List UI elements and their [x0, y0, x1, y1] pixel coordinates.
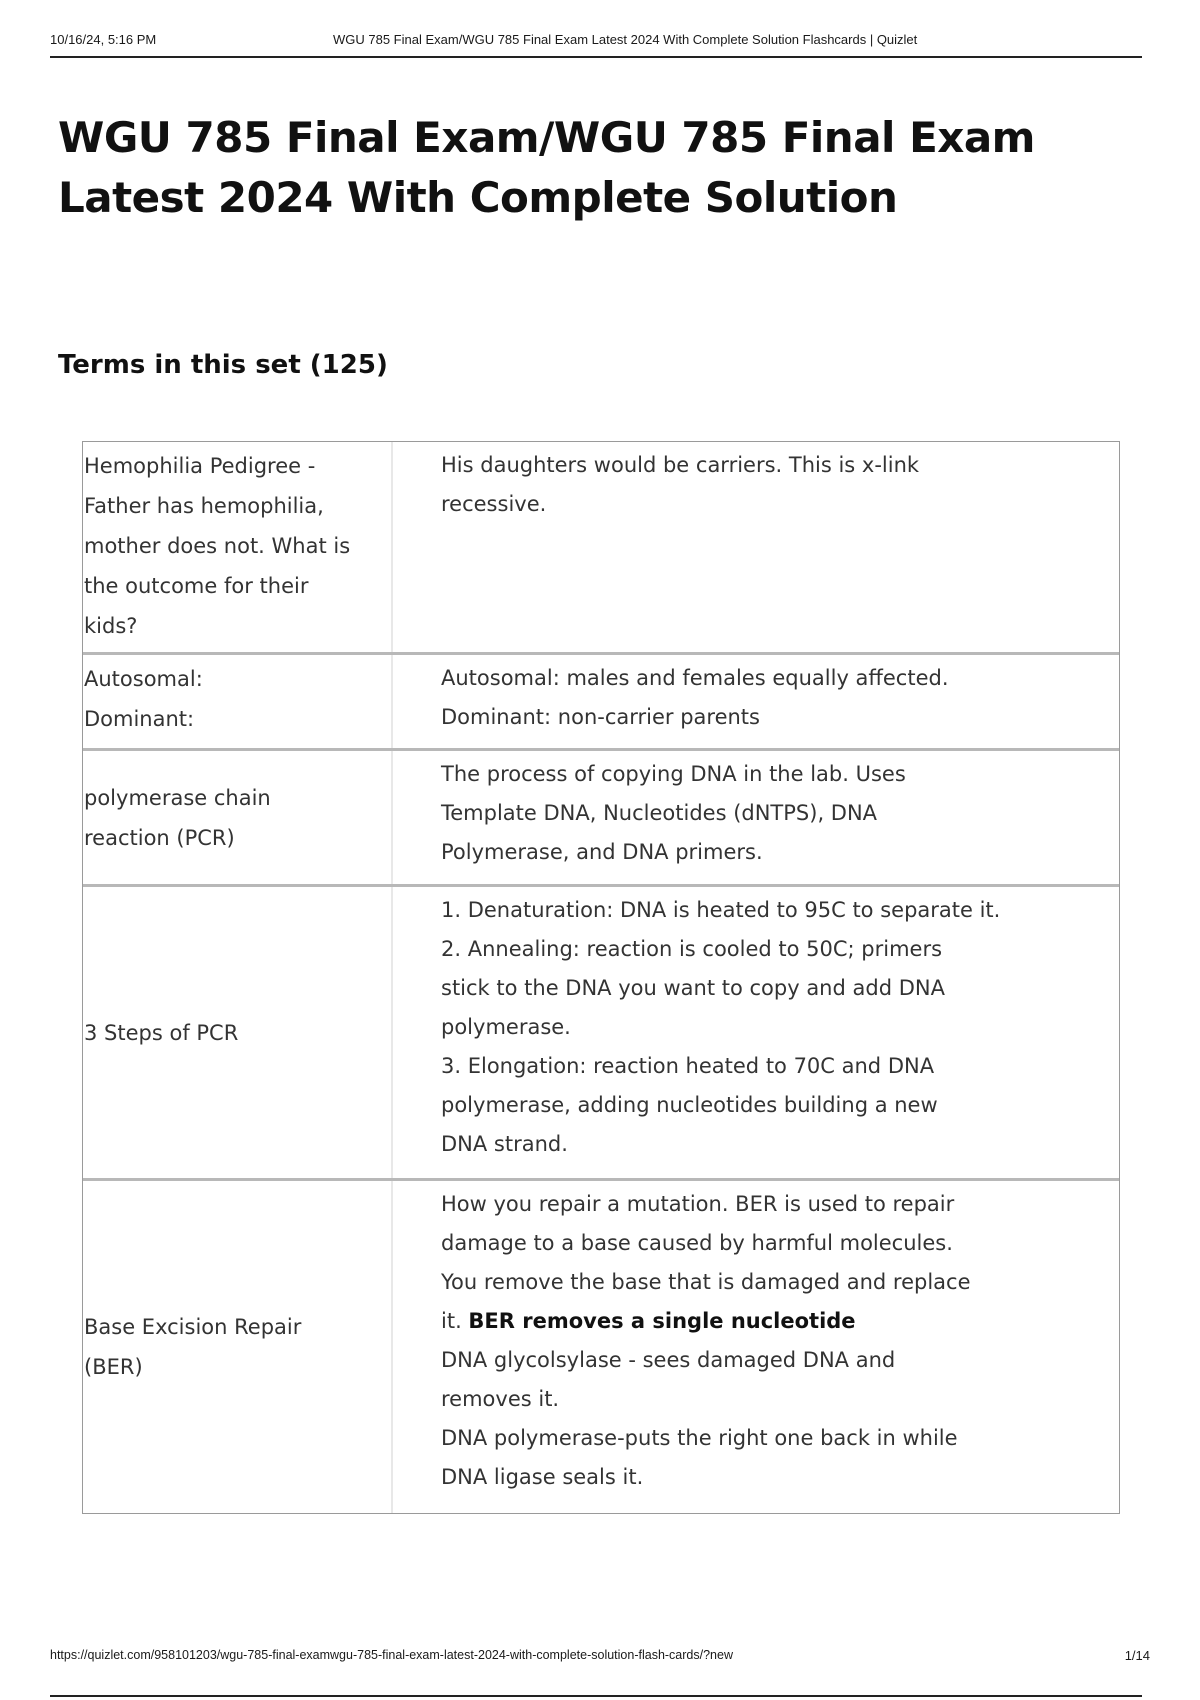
- footer-url: https://quizlet.com/958101203/wgu-785-final-examwgu-785-final-exam-latest-2024-with-complete-solution-flash-cards/?new: [50, 1648, 733, 1662]
- flashcard-row: [83, 887, 1119, 1181]
- definition-line: polymerase.: [441, 1015, 571, 1039]
- terms-table: [82, 441, 1120, 1514]
- term-cell: [83, 751, 393, 884]
- term-line: Autosomal:: [84, 667, 203, 691]
- term-line: polymerase chain: [84, 785, 271, 810]
- term-cell: [83, 442, 393, 652]
- definition-line: 3. Elongation: reaction heated to 70C and DNA: [441, 1054, 935, 1078]
- flashcard-row: [83, 442, 1119, 655]
- term-cell: [83, 655, 393, 748]
- definition-cell: [393, 887, 1119, 1178]
- definition-line: stick to the DNA you want to copy and add DNA: [441, 976, 945, 1000]
- definition-cell: [393, 655, 1119, 748]
- term-line: Hemophilia Pedigree -: [84, 454, 316, 478]
- definition-line: removes it.: [441, 1387, 560, 1411]
- definition-cell: [393, 751, 1119, 884]
- print-footer: [50, 1648, 1150, 1668]
- definition-bold-text: BER removes a single nucleotide: [468, 1309, 856, 1333]
- definition-line: polymerase, adding nucleotides building a new: [441, 1093, 938, 1117]
- term-line: Base Excision Repair: [84, 1315, 302, 1339]
- definition-line: How you repair a mutation. BER is used to repair: [441, 1192, 955, 1216]
- term-line: (BER): [84, 1355, 143, 1379]
- print-datetime: 10/16/24, 5:16 PM: [50, 32, 157, 47]
- footer-rule: [50, 1695, 1142, 1697]
- term-line: 3 Steps of PCR: [84, 1020, 239, 1045]
- definition-line: DNA ligase seals it.: [441, 1465, 644, 1489]
- term-line: Dominant:: [84, 707, 195, 731]
- flashcard-row: [83, 1181, 1119, 1513]
- term-cell: [83, 1181, 393, 1513]
- definition-line: damage to a base caused by harmful molecules.: [441, 1231, 953, 1255]
- definition-line: it.: [441, 1309, 469, 1333]
- definition-line: The process of copying DNA in the lab. Uses: [441, 762, 906, 786]
- term-line: Father has hemophilia,: [84, 494, 324, 518]
- definition-line: DNA strand.: [441, 1132, 568, 1156]
- flashcard-row: [83, 655, 1119, 751]
- set-title-line: Latest 2024 With Complete Solution: [58, 173, 898, 222]
- term-cell: [83, 887, 393, 1178]
- term-line: mother does not. What is: [84, 534, 351, 558]
- definition-cell: [393, 442, 1119, 652]
- definition-line: Autosomal: males and females equally affected.: [441, 666, 949, 690]
- footer-page-number: 1/14: [1124, 1648, 1150, 1663]
- definition-cell: [393, 1181, 1119, 1513]
- definition-line: You remove the base that is damaged and replace: [441, 1270, 971, 1294]
- flashcard-row: [83, 751, 1119, 887]
- definition-line: DNA polymerase-puts the right one back in while: [441, 1426, 958, 1450]
- definition-line: Template DNA, Nucleotides (dNTPS), DNA: [441, 801, 878, 825]
- definition-line: 1. Denaturation: DNA is heated to 95C to separate it.: [441, 898, 1001, 922]
- set-title-line: WGU 785 Final Exam/WGU 785 Final Exam: [58, 113, 1035, 162]
- term-line: the outcome for their: [84, 574, 309, 598]
- definition-line: Dominant: non-carrier parents: [441, 705, 760, 729]
- set-title: [58, 108, 1098, 228]
- definition-line: recessive.: [441, 492, 547, 516]
- print-page-title: WGU 785 Final Exam/WGU 785 Final Exam Latest 2024 With Complete Solution Flashcards | Quizlet: [333, 32, 918, 47]
- print-header: [50, 28, 1142, 58]
- term-line: kids?: [84, 614, 138, 638]
- term-line: reaction (PCR): [84, 825, 235, 850]
- definition-line: DNA glycolsylase - sees damaged DNA and: [441, 1348, 896, 1372]
- definition-line: 2. Annealing: reaction is cooled to 50C; primers: [441, 937, 943, 961]
- definition-line: His daughters would be carriers. This is x-link: [441, 453, 920, 477]
- terms-heading: Terms in this set (125): [58, 350, 388, 380]
- definition-line: Polymerase, and DNA primers.: [441, 840, 763, 864]
